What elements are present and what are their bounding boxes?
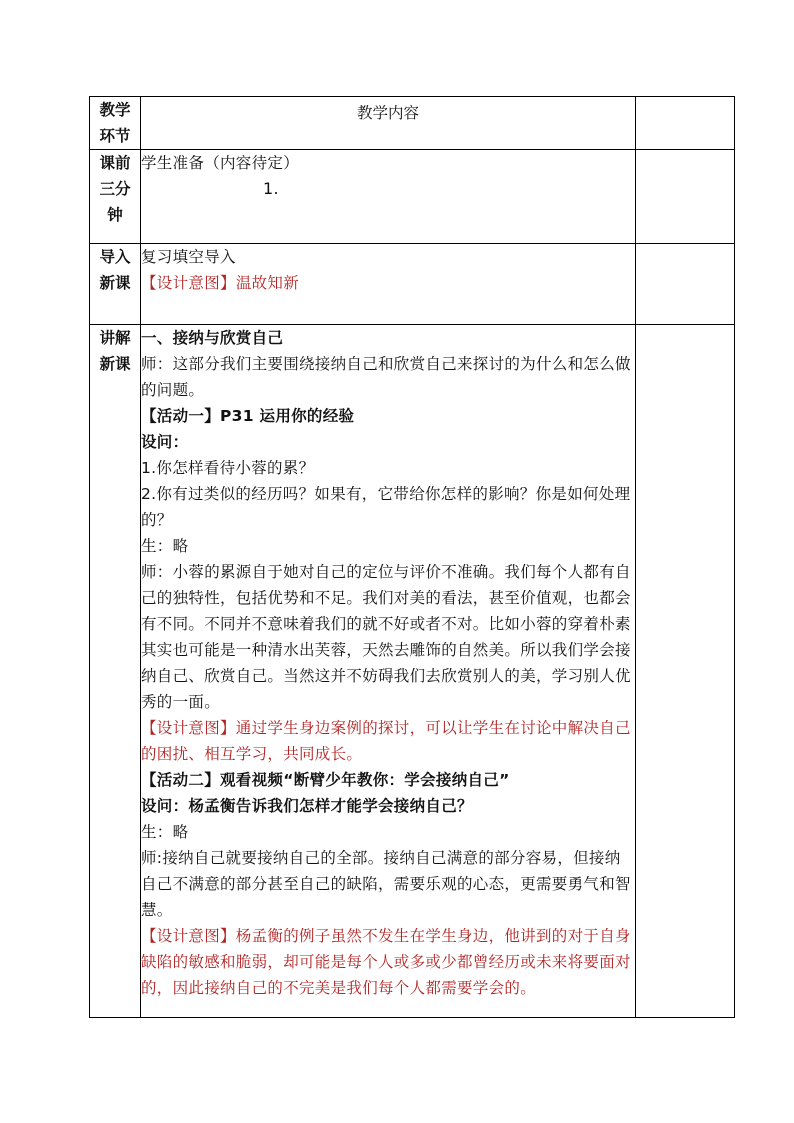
activity-two-title: 【活动二】观看视频“断臂少年教你：学会接纳自己” xyxy=(141,771,510,789)
intro-line-1: 复习填空导入 xyxy=(141,248,236,266)
intro-content-cell xyxy=(141,244,636,325)
pre-class-row xyxy=(90,150,735,244)
pre-class-line-1: 学生准备（内容待定） xyxy=(141,154,300,172)
student-answer-one: 生：略 xyxy=(141,537,189,555)
activity-one-title: 【活动一】P31 运用你的经验 xyxy=(141,407,355,425)
stage-header-line-2: 环节 xyxy=(99,127,131,145)
main-stage-cell xyxy=(90,325,141,1018)
teacher-intro: 师：这部分我们主要围绕接纳自己和欣赏自己来探讨的为什么和怎么做的问题。 xyxy=(141,355,631,399)
stage-header-line-1: 教学 xyxy=(99,101,131,119)
question-label: 设问： xyxy=(141,433,189,451)
pre-class-stage-line-1: 课前 xyxy=(99,154,131,172)
intro-stage-line-2: 新课 xyxy=(99,274,131,292)
pre-class-notes-cell xyxy=(636,150,735,244)
pre-class-stage-line-2: 三分 xyxy=(99,180,131,198)
pre-class-stage-cell xyxy=(90,150,141,244)
question-two: 2.你有过类似的经历吗？如果有，它带给你怎样的影响？你是如何处理的？ xyxy=(141,485,631,529)
content-header-label: 教学内容 xyxy=(356,104,419,122)
pre-class-line-2: 1. xyxy=(263,179,279,198)
stage-header-cell xyxy=(90,97,141,150)
intro-notes-cell xyxy=(636,244,735,325)
main-notes-cell xyxy=(636,325,735,1018)
intro-design-text: 温故知新 xyxy=(235,274,300,292)
intro-stage-line-1: 导入 xyxy=(99,248,131,266)
intro-design-tag: 【设计意图】 xyxy=(141,274,236,292)
teacher-explanation-one: 师：小蓉的累源自于她对自己的定位与评价不准确。我们每个人都有自己的独特性，包括优势和不足。我们对美的看法，甚至价值观，也都会有不同。不同并不意味着我们的就不好或者不对。比如小蓉的穿着朴素其实也可能是一种清水出芙蓉，天然去雕饰的自然美。所以我们学会接纳自己、欣赏自己。当然这并不妨碍我们去欣赏别人的美，学习别人优秀的一面。 xyxy=(141,563,631,711)
pre-class-stage-line-3: 钟 xyxy=(107,206,123,224)
question-one: 1.你怎样看待小蓉的累？ xyxy=(141,459,315,477)
design-intent-one: 【设计意图】通过学生身边案例的探讨，可以让学生在讨论中解决自己的困扰、相互学习，共同成长。 xyxy=(141,719,631,763)
notes-header-cell xyxy=(636,97,735,150)
main-lesson-row xyxy=(90,325,735,1018)
design-intent-two: 【设计意图】杨孟衡的例子虽然不发生在学生身边，他讲到的对于自身缺陷的敏感和脆弱，却可能是每个人或多或少都曾经历或未来将要面对的，因此接纳自己的不完美是我们每个人都需要学会的。 xyxy=(141,927,631,997)
question-two-prompt: 设问：杨孟衡告诉我们怎样才能学会接纳自己？ xyxy=(141,797,473,815)
teacher-explanation-two: 师:接纳自己就要接纳自己的全部。接纳自己满意的部分容易，但接纳自己不满意的部分甚至自己的缺陷，需要乐观的心态，更需要勇气和智慧。 xyxy=(141,849,631,919)
main-stage-line-1: 讲解 xyxy=(99,329,131,347)
table-header-row xyxy=(90,97,735,150)
lesson-plan-table xyxy=(89,96,735,1018)
pre-class-content-cell xyxy=(141,150,636,244)
section-title: 一、接纳与欣赏自己 xyxy=(141,329,284,347)
main-content-cell xyxy=(141,325,636,1018)
intro-design-intent xyxy=(141,270,635,296)
intro-stage-cell xyxy=(90,244,141,325)
main-stage-line-2: 新课 xyxy=(99,355,131,373)
intro-row xyxy=(90,244,735,325)
content-header-cell xyxy=(141,97,636,150)
student-answer-two: 生：略 xyxy=(141,823,189,841)
